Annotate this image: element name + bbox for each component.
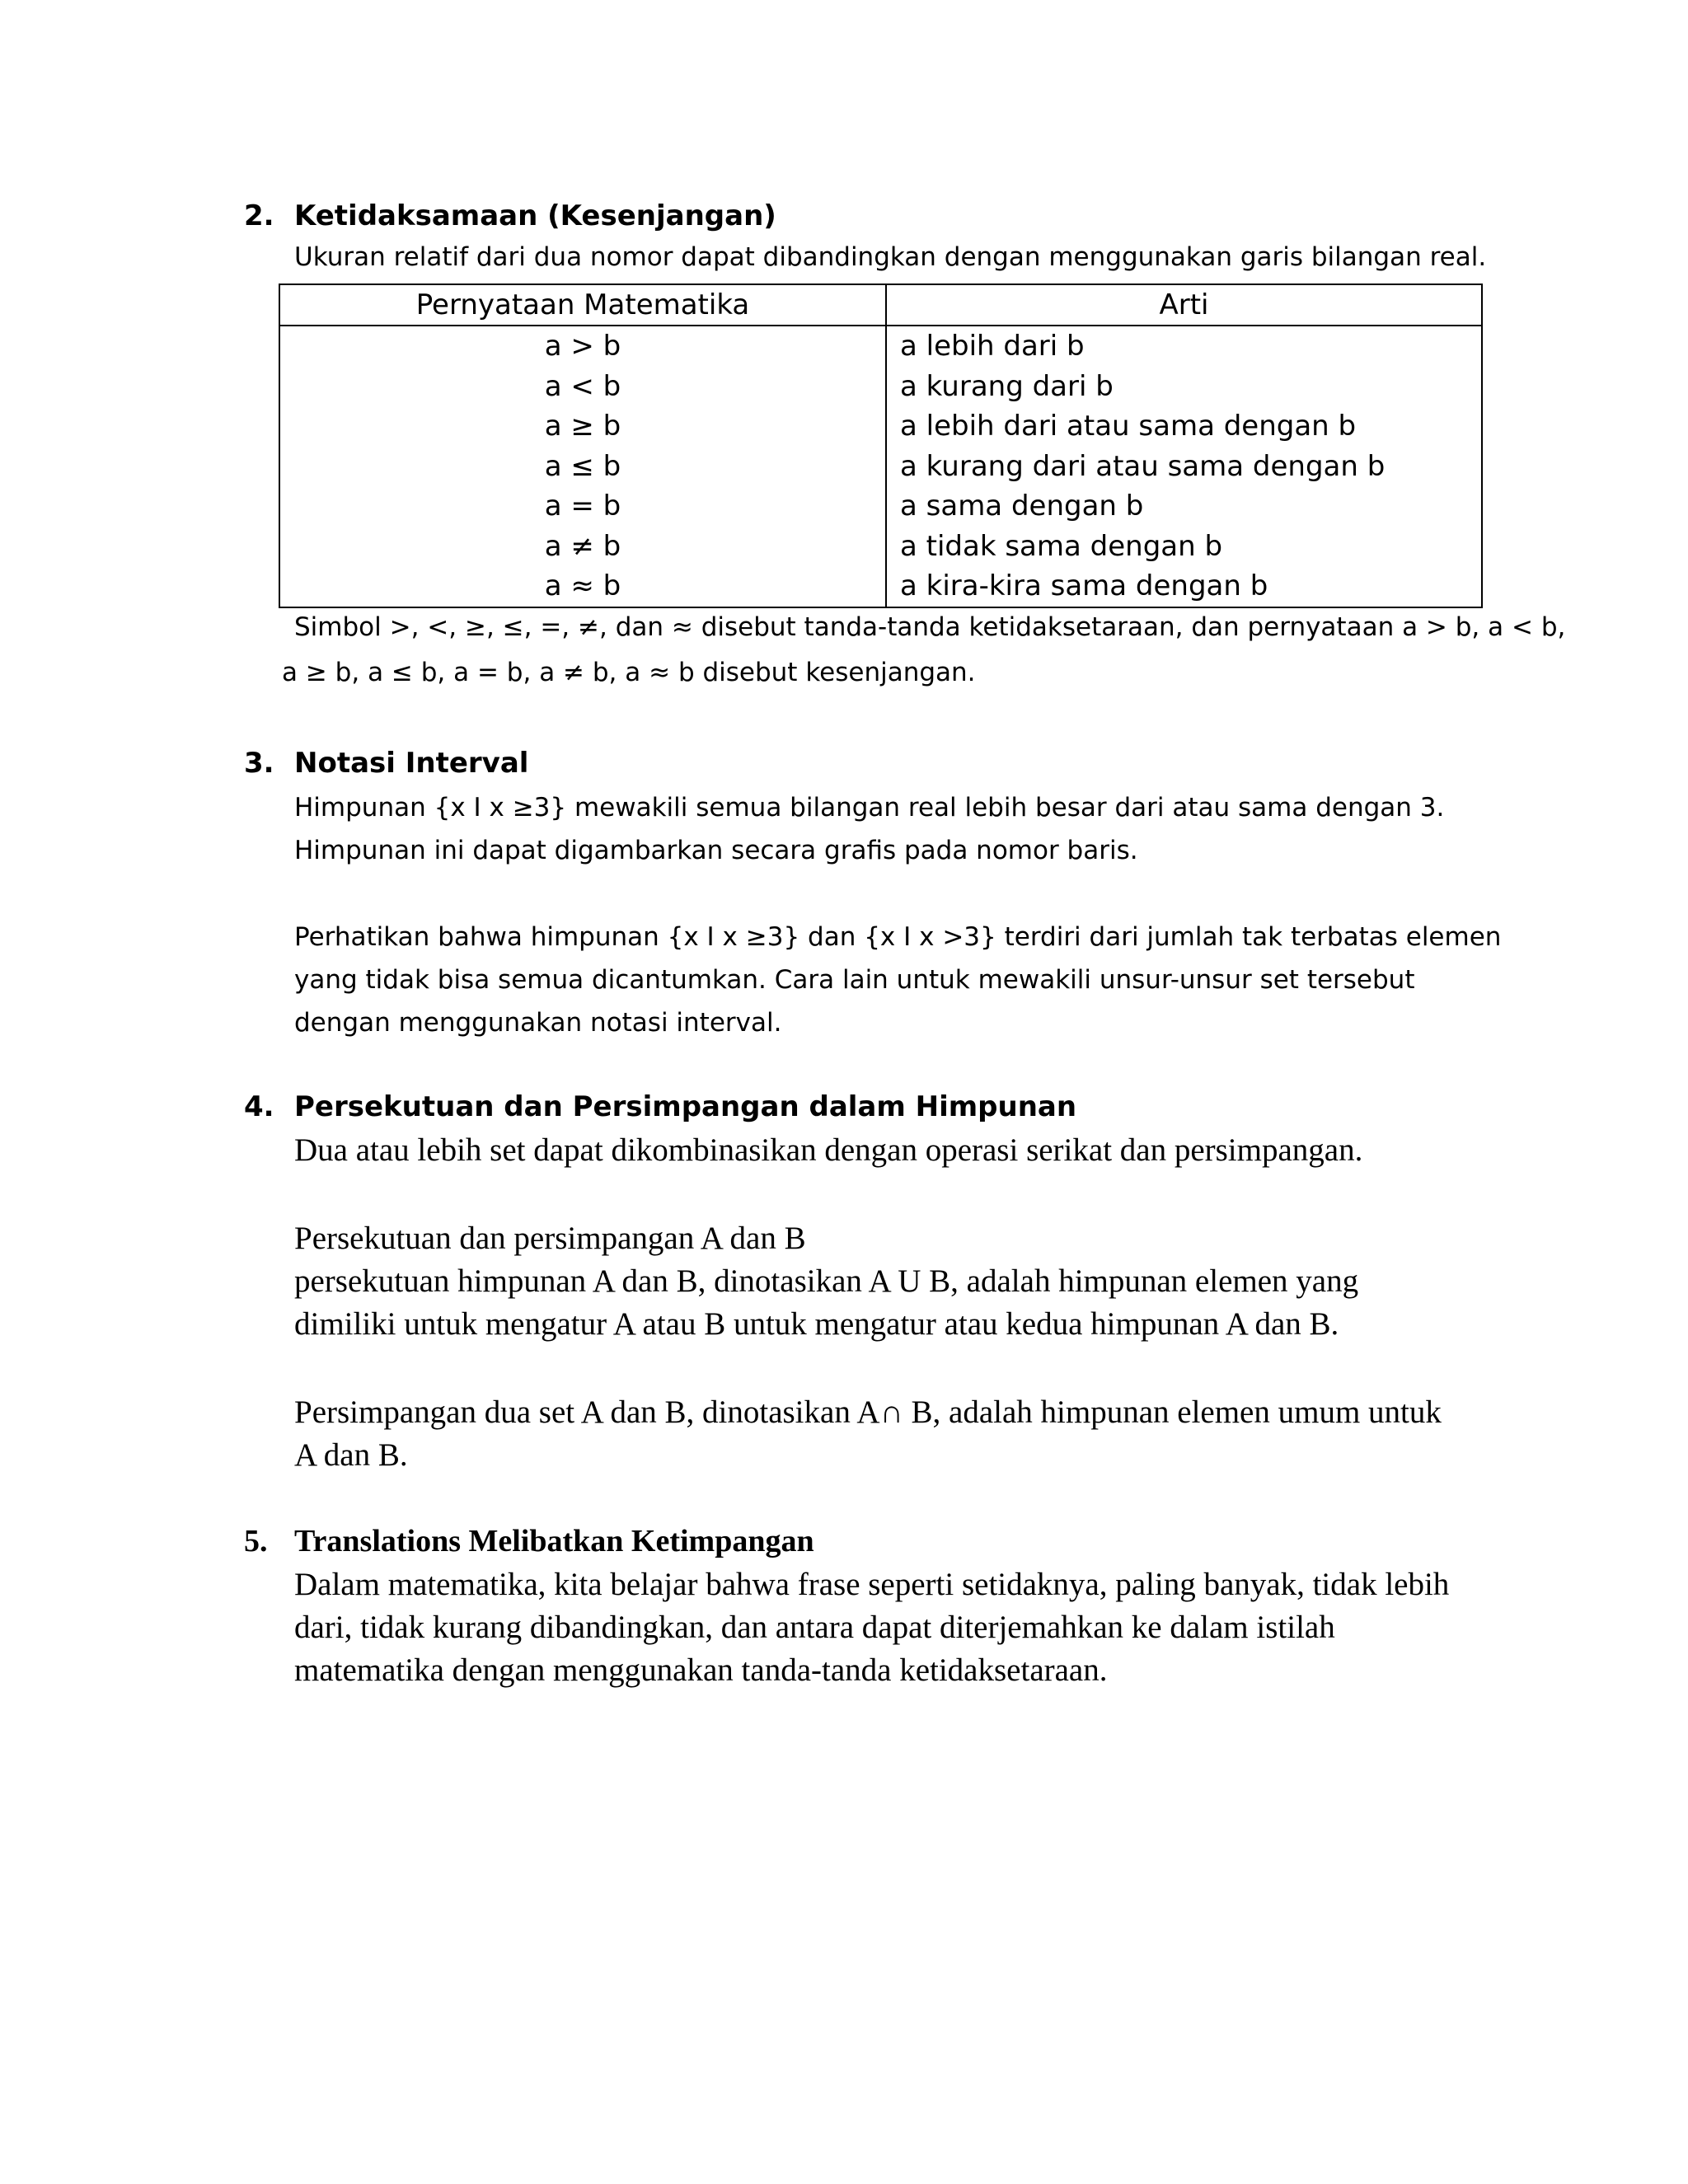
table-cell-meaning: a lebih dari b bbox=[886, 326, 1482, 367]
section-4-title: Persekutuan dan Persimpangan dalam Himpunan bbox=[294, 1090, 1077, 1123]
paragraph-line: A dan B. bbox=[294, 1437, 408, 1473]
section-5-number: 5. bbox=[244, 1524, 268, 1558]
table-cell-statement: a > b bbox=[279, 326, 886, 367]
section-2-intro: Ukuran relatif dari dua nomor dapat dibandingkan dengan menggunakan garis bilangan real. bbox=[294, 242, 1487, 272]
table-cell-meaning: a lebih dari atau sama dengan b bbox=[886, 406, 1482, 447]
table-cell-statement: a ≈ b bbox=[279, 566, 886, 607]
table-header-row bbox=[279, 284, 1482, 326]
paragraph-line: Himpunan ini dapat digambarkan secara grafis pada nomor baris. bbox=[294, 836, 1138, 865]
paragraph-line: dari, tidak kurang dibandingkan, dan antara dapat diterjemahkan ke dalam istilah bbox=[294, 1610, 1335, 1645]
table-cell-meaning: a sama dengan b bbox=[886, 486, 1482, 527]
paragraph-line: matematika dengan menggunakan tanda-tanda ketidaksetaraan. bbox=[294, 1652, 1108, 1688]
table-cell-meaning: a tidak sama dengan b bbox=[886, 527, 1482, 567]
section-4-paragraph-2 bbox=[294, 1217, 1358, 1346]
inequality-table bbox=[279, 284, 1483, 608]
table-cell-statement: a ≤ b bbox=[279, 447, 886, 487]
paragraph-line: dengan menggunakan notasi interval. bbox=[294, 1008, 782, 1038]
paragraph-line: yang tidak bisa semua dicantumkan. Cara lain untuk mewakili unsur-unsur set tersebut bbox=[294, 965, 1415, 995]
section-2-title: Ketidaksamaan (Kesenjangan) bbox=[294, 199, 776, 232]
table-cell-meaning: a kurang dari atau sama dengan b bbox=[886, 447, 1482, 487]
section-3-number: 3. bbox=[244, 747, 274, 780]
column-header-meaning: Arti bbox=[886, 284, 1482, 326]
section-4-paragraph-3 bbox=[294, 1391, 1442, 1477]
table-cell-statement: a = b bbox=[279, 486, 886, 527]
table-cell-statement: a ≥ b bbox=[279, 406, 886, 447]
section-3-paragraph-1 bbox=[294, 786, 1444, 872]
section-2-note-line-2: a ≥ b, a ≤ b, a = b, a ≠ b, a ≈ b disebut kesenjangan. bbox=[282, 658, 976, 687]
table-row bbox=[279, 406, 1482, 447]
section-4-paragraph-1: Dua atau lebih set dapat dikombinasikan dengan operasi serikat dan persimpangan. bbox=[294, 1132, 1363, 1168]
paragraph-line: dimiliki untuk mengatur A atau B untuk mengatur atau kedua himpunan A dan B. bbox=[294, 1306, 1339, 1342]
table-row bbox=[279, 326, 1482, 367]
table-row bbox=[279, 566, 1482, 607]
table-cell-statement: a < b bbox=[279, 367, 886, 407]
table-cell-meaning: a kurang dari b bbox=[886, 367, 1482, 407]
paragraph-line: Persekutuan dan persimpangan A dan B bbox=[294, 1221, 806, 1256]
paragraph-line: Persimpangan dua set A dan B, dinotasikan A∩ B, adalah himpunan elemen umum untuk bbox=[294, 1394, 1442, 1430]
section-5-paragraph-1 bbox=[294, 1563, 1449, 1692]
table-cell-statement: a ≠ b bbox=[279, 527, 886, 567]
column-header-statement: Pernyataan Matematika bbox=[279, 284, 886, 326]
section-2-note-line-1: Simbol >, <, ≥, ≤, =, ≠, dan ≈ disebut tanda-tanda ketidaksetaraan, dan pernyataan a > b, a < b, bbox=[294, 612, 1566, 642]
paragraph-line: Dalam matematika, kita belajar bahwa frase seperti setidaknya, paling banyak, tidak lebih bbox=[294, 1567, 1450, 1602]
table-row bbox=[279, 367, 1482, 407]
section-4-number: 4. bbox=[244, 1090, 274, 1123]
section-5-title: Translations Melibatkan Ketimpangan bbox=[294, 1524, 814, 1558]
table-row bbox=[279, 527, 1482, 567]
paragraph-line: persekutuan himpunan A dan B, dinotasikan A U B, adalah himpunan elemen yang bbox=[294, 1263, 1359, 1299]
paragraph-line: Perhatikan bahwa himpunan {x I x ≥3} dan {x I x >3} terdiri dari jumlah tak terbatas elemen bbox=[294, 922, 1502, 952]
table-row bbox=[279, 447, 1482, 487]
table-cell-meaning: a kira-kira sama dengan b bbox=[886, 566, 1482, 607]
table-row bbox=[279, 486, 1482, 527]
paragraph-line: Himpunan {x I x ≥3} mewakili semua bilangan real lebih besar dari atau sama dengan 3. bbox=[294, 793, 1445, 823]
section-2-number: 2. bbox=[244, 199, 274, 232]
section-3-title: Notasi Interval bbox=[294, 747, 529, 780]
section-3-paragraph-2 bbox=[294, 916, 1501, 1044]
